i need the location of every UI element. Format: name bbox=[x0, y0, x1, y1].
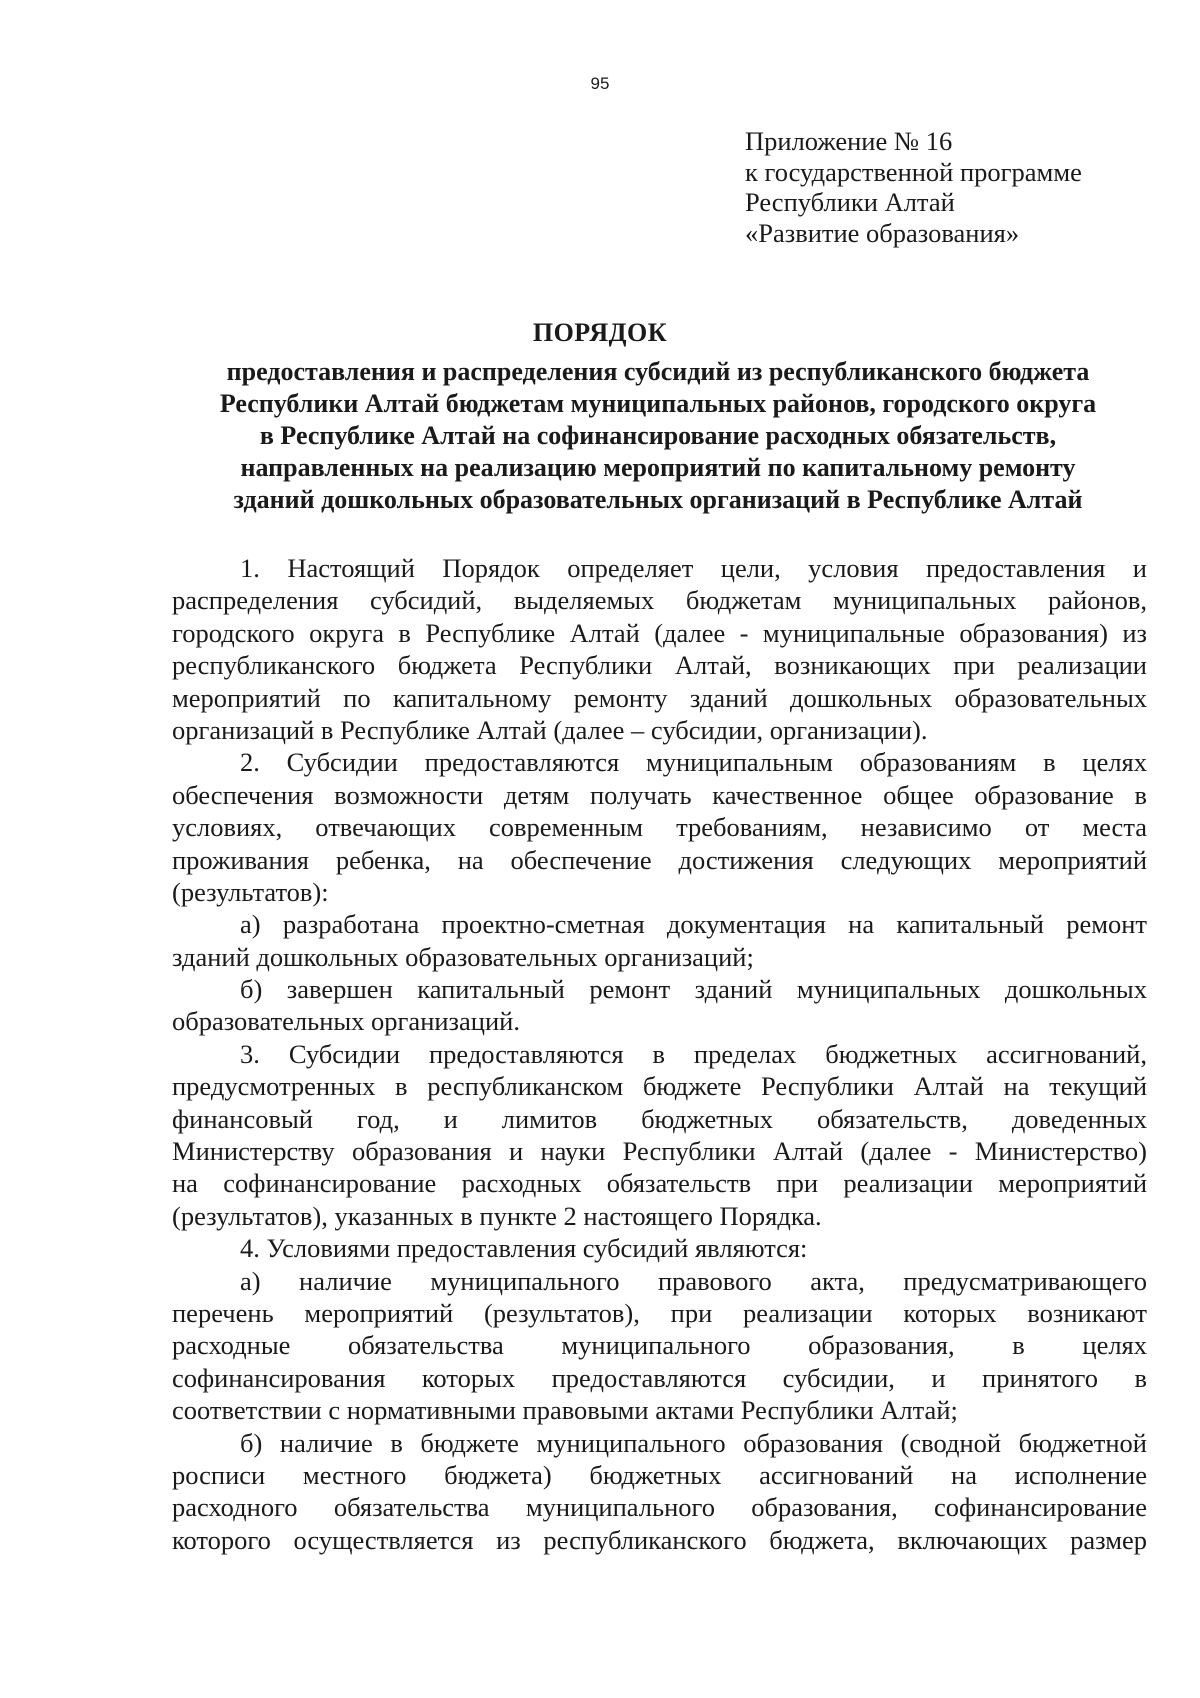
body-line: предусмотренных в республиканском бюджете Республики Алтай на текущий bbox=[172, 1071, 1147, 1102]
body-line: образовательных организаций. bbox=[172, 1006, 520, 1037]
body-line: которого осуществляется из республиканского бюджета, включающих размер bbox=[172, 1524, 1147, 1555]
document-body bbox=[172, 552, 1147, 1556]
body-line: обеспечения возможности детям получать качественное общее образование в bbox=[172, 779, 1147, 810]
appendix-block bbox=[745, 126, 1082, 248]
body-line: соответствии с нормативными правовыми актами Республики Алтай; bbox=[172, 1395, 958, 1426]
body-line: расходные обязательства муниципального образования, в целях bbox=[172, 1330, 1147, 1361]
body-line: городского округа в Республике Алтай (далее - муниципальные образования) из bbox=[172, 617, 1147, 648]
body-line: б) наличие в бюджете муниципального образования (сводной бюджетной bbox=[240, 1427, 1147, 1458]
body-line: республиканского бюджета Республики Алтай, возникающих при реализации bbox=[172, 650, 1147, 681]
body-line: 3. Субсидии предоставляются в пределах бюджетных ассигнований, bbox=[240, 1038, 1147, 1069]
subtitle-line: Республики Алтай бюджетам муниципальных районов, городского округа bbox=[219, 389, 1097, 418]
page-number: 95 bbox=[590, 74, 610, 93]
appendix-line: Приложение № 16 bbox=[745, 126, 953, 156]
body-line: росписи местного бюджета) бюджетных ассигнований на исполнение bbox=[172, 1459, 1147, 1490]
subtitle-line: зданий дошкольных образовательных организаций в Республике Алтай bbox=[233, 485, 1083, 514]
body-line: перечень мероприятий (результатов), при реализации которых возникают bbox=[172, 1297, 1147, 1328]
body-line: организаций в Республике Алтай (далее – субсидии, организации). bbox=[172, 714, 928, 745]
appendix-line: Республики Алтай bbox=[745, 187, 955, 217]
body-line: а) наличие муниципального правового акта, предусматривающего bbox=[240, 1265, 1147, 1296]
body-line: расходного обязательства муниципального образования, софинансирование bbox=[172, 1492, 1147, 1523]
body-line: зданий дошкольных образовательных организаций; bbox=[172, 941, 754, 972]
body-line: софинансирования которых предоставляются субсидии, и принятого в bbox=[172, 1362, 1147, 1393]
document-subtitle bbox=[168, 356, 1148, 516]
appendix-line: к государственной программе bbox=[745, 156, 1082, 187]
body-line: Министерству образования и науки Республики Алтай (далее - Министерство) bbox=[172, 1136, 1147, 1167]
subtitle-line: в Республике Алтай на софинансирование расходных обязательств, bbox=[259, 421, 1057, 450]
body-line: а) разработана проектно-сметная документация на капитальный ремонт bbox=[240, 909, 1147, 940]
body-line: на софинансирование расходных обязательств при реализации мероприятий bbox=[172, 1168, 1147, 1199]
appendix-line: «Развитие образования» bbox=[745, 217, 1020, 248]
body-line: (результатов), указанных в пункте 2 настоящего Порядка. bbox=[172, 1200, 822, 1231]
body-line: 4. Условиями предоставления субсидий являются: bbox=[240, 1233, 808, 1264]
subtitle-line: направленных на реализацию мероприятий по капитальному ремонту bbox=[240, 453, 1076, 482]
body-line: проживания ребенка, на обеспечение достижения следующих мероприятий bbox=[172, 844, 1147, 875]
body-line: 1. Настоящий Порядок определяет цели, условия предоставления и bbox=[240, 553, 1147, 583]
body-line: б) завершен капитальный ремонт зданий муниципальных дошкольных bbox=[240, 974, 1147, 1005]
subtitle-line: предоставления и распределения субсидий из республиканского бюджета bbox=[226, 357, 1090, 386]
body-line: (результатов): bbox=[172, 876, 329, 907]
document-title: ПОРЯДОК bbox=[532, 318, 668, 347]
body-line: условиях, отвечающих современным требованиям, независимо от места bbox=[172, 812, 1147, 843]
body-line: мероприятий по капитальному ремонту зданий дошкольных образовательных bbox=[172, 682, 1147, 713]
body-line: 2. Субсидии предоставляются муниципальным образованиям в целях bbox=[240, 747, 1147, 778]
body-line: финансовый год, и лимитов бюджетных обязательств, доведенных bbox=[172, 1103, 1147, 1134]
body-line: распределения субсидий, выделяемых бюджетам муниципальных районов, bbox=[172, 585, 1147, 616]
